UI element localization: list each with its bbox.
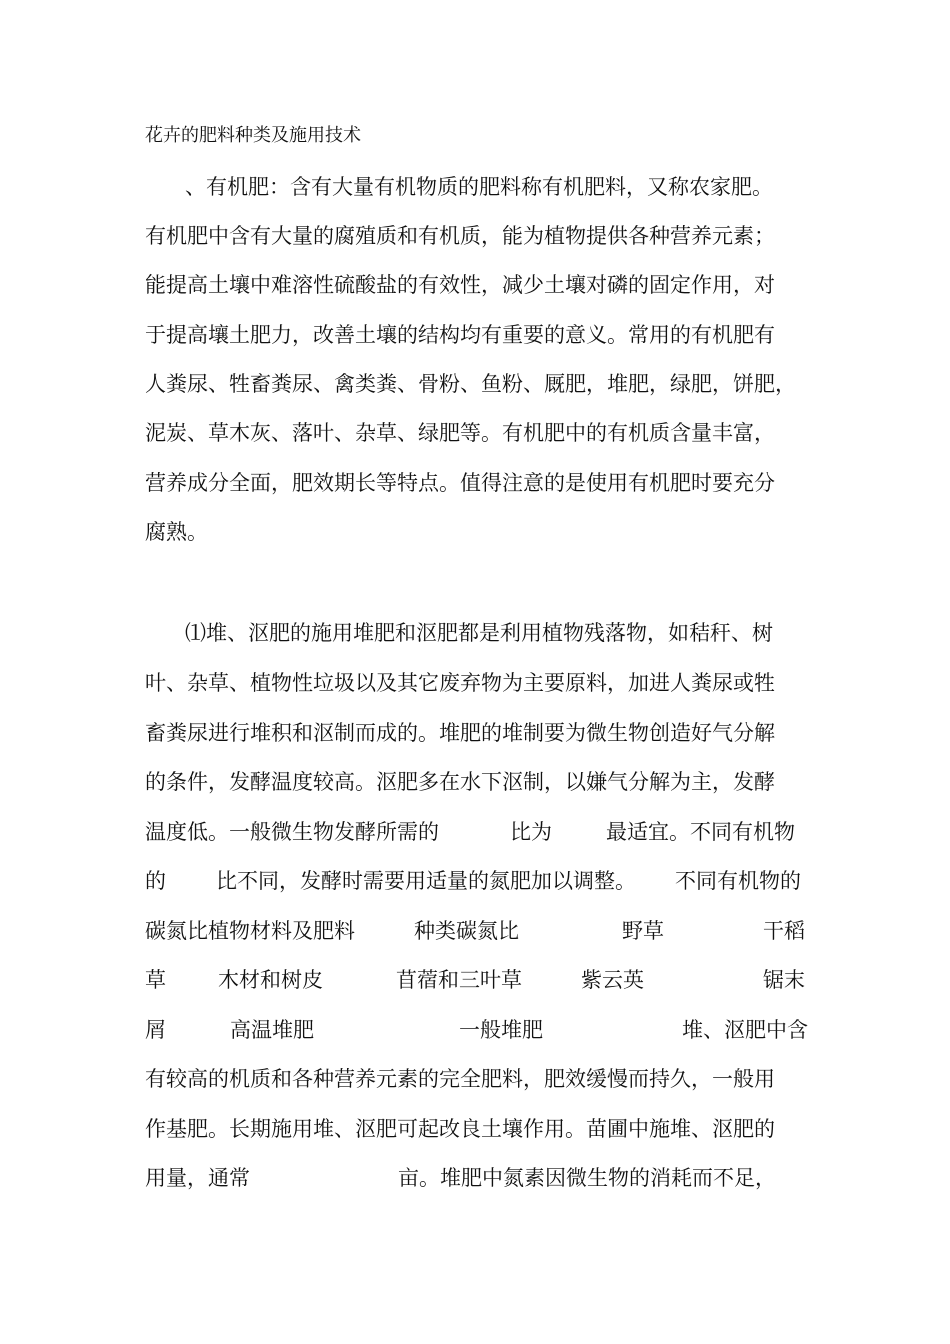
paragraph-2-line-7-part-c: 野草 (622, 919, 664, 943)
paragraph-2-line-9-part-a: 屑 (145, 1018, 166, 1042)
paragraph-2-line-1: ⑴堆、沤肥的施用堆肥和沤肥都是利用植物残落物，如秸秆、树 (185, 621, 773, 645)
document-title: 花卉的肥料种类及施用技术 (145, 125, 361, 146)
paragraph-2-line-9-part-c: 一般堆肥 (459, 1018, 543, 1042)
paragraph-2-line-8-part-d: 紫云英 (581, 968, 644, 992)
paragraph-2-line-7-part-a: 碳氮比植物材料及肥料 (145, 919, 355, 943)
paragraph-1-line-7: 营养成分全面，肥效期长等特点。值得注意的是使用有机肥时要充分 (145, 471, 775, 495)
paragraph-2-line-10: 有较高的机质和各种营养元素的完全肥料，肥效缓慢而持久，一般用 (145, 1067, 775, 1091)
paragraph-2-line-8-part-e: 锯末 (763, 968, 805, 992)
paragraph-2-line-6-part-b: 比不同，发酵时需要用适量的氮肥加以调整。 (216, 869, 636, 893)
paragraph-2-line-2: 叶、杂草、植物性垃圾以及其它废弃物为主要原料，加进人粪尿或牲 (145, 671, 775, 695)
paragraph-1-line-1: 、有机肥：含有大量有机物质的肥料称有机肥料，又称农家肥。 (185, 175, 773, 199)
paragraph-1-line-6: 泥炭、草木灰、落叶、杂草、绿肥等。有机肥中的有机质含量丰富， (145, 421, 775, 445)
paragraph-1-line-3: 能提高土壤中难溶性硫酸盐的有效性，减少土壤对磷的固定作用，对 (145, 273, 775, 297)
paragraph-1-line-4: 于提高壤土肥力，改善土壤的结构均有重要的意义。常用的有机肥有 (145, 323, 775, 347)
paragraph-2-line-6-part-c: 不同有机物的 (675, 869, 801, 893)
paragraph-2-line-5-part-c: 最适宜。不同有机物 (606, 820, 795, 844)
paragraph-2-line-9-part-d: 堆、沤肥中含 (682, 1018, 808, 1042)
paragraph-2-line-9-part-b: 高温堆肥 (230, 1018, 314, 1042)
paragraph-2-line-8-part-c: 苜蓿和三叶草 (396, 968, 522, 992)
paragraph-2-line-7-part-b: 种类碳氮比 (414, 919, 519, 943)
paragraph-2-line-5-part-b: 比为 (510, 820, 552, 844)
paragraph-2-line-6-part-a: 的 (145, 869, 166, 893)
paragraph-1-line-5: 人粪尿、牲畜粪尿、禽类粪、骨粉、鱼粉、厩肥，堆肥，绿肥，饼肥， (145, 372, 796, 396)
paragraph-2-line-8-part-a: 草 (145, 968, 166, 992)
paragraph-2-line-12-part-b: 亩。堆肥中氮素因微生物的消耗而不足， (398, 1166, 776, 1190)
paragraph-2-line-4: 的条件，发酵温度较高。沤肥多在水下沤制，以嫌气分解为主，发酵 (145, 770, 775, 794)
paragraph-1-line-2: 有机肥中含有大量的腐殖质和有机质，能为植物提供各种营养元素； (145, 224, 775, 248)
paragraph-2-line-5-part-a: 温度低。一般微生物发酵所需的 (145, 820, 439, 844)
paragraph-2-line-11: 作基肥。长期施用堆、沤肥可起改良土壤作用。苗圃中施堆、沤肥的 (145, 1117, 775, 1141)
paragraph-2-line-12-part-a: 用量，通常 (145, 1166, 250, 1190)
paragraph-1-line-8: 腐熟。 (145, 520, 208, 544)
paragraph-2-line-8-part-b: 木材和树皮 (218, 968, 323, 992)
paragraph-2-line-3: 畜粪尿进行堆积和沤制而成的。堆肥的堆制要为微生物创造好气分解 (145, 721, 775, 745)
paragraph-2-line-7-part-d: 干稻 (763, 919, 805, 943)
